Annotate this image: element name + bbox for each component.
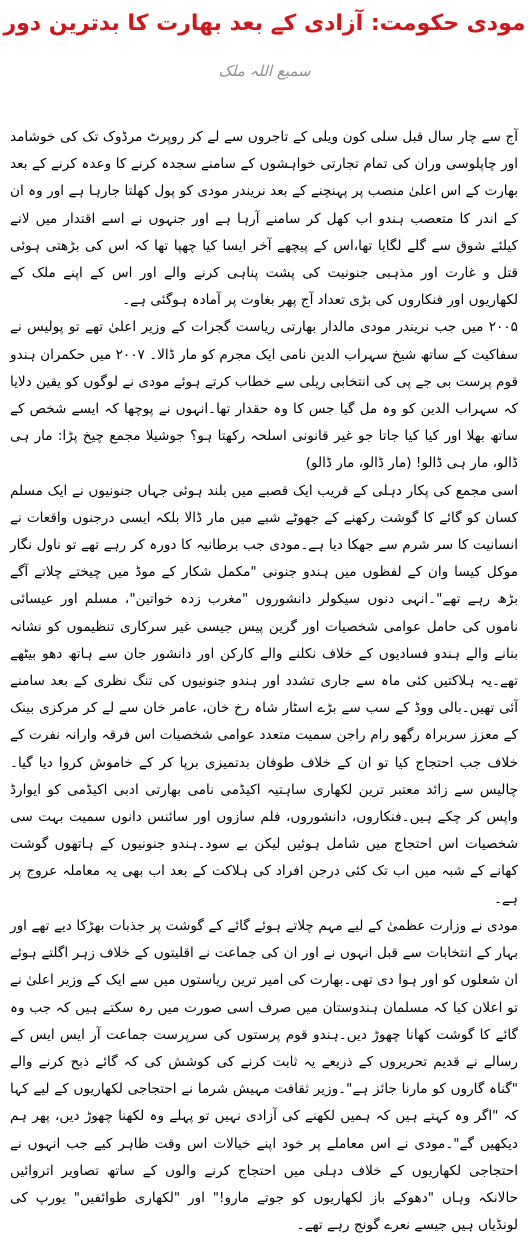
- author-byline: سمیع اللہ ملک: [218, 62, 311, 80]
- article-paragraph: اسی مجمع کی پکار دہلی کے قریب ایک قصبے میں بلند ہوئی جہاں جنونیوں نے ایک مسلم کسان کو گائے کا گوشت رکھنے کے جھوٹے شبے میں مار ڈالا بلکہ ایسی درجنوں واقعات نے انسانیت کا سر شرم سے جھکا دیا ہے۔مودی جب برطانیہ کا دورہ کر رہے تھے تو ناول نگار موکل کیسا وان کے لفظوں میں ہندو جنونی "مکمل شکار کے موڈ میں چیختے چلاتے آگے بڑھ رہے تھے"۔انہی دنوں سیکولر دانشوروں "مغرب زدہ خواتین"، مسلم اور عیسائی ناموں کی حامل عوامی شخصیات اور گرین پیس جیسی غیر سرکاری تنظیموں کو نشانہ بنانے والے ہندو فسادیوں کے خلاف نکلنے والے کارکن اور دانشور جان سے ہاتھ دھو بیٹھے تھے۔یہ ہلاکتیں کئی ماہ سے جاری تشدد اور ہندو جنونیوں کی تنگ نظری کے بعد سامنے آئی تھیں۔بالی ووڈ کے سب سے بڑے اسٹار شاہ رخ خان، عامر خان سے لے کر مرکزی بینک کے معزز سربراہ رگھو رام راجن سمیت متعدد عوامی شخصیات اس فرقہ وارانہ نفرت کے خلاف جب احتجاج کیا تو ان کے خلاف طوفان بدتمیزی برپا کر کے خاموش کروا دیا گیا۔چالیس سے زائد معتبر ترین لکھاری ساہتیہ اکیڈمی نامی بھارتی ادبی اکیڈمی کو ایوارڈ واپس کر چکے ہیں۔فنکاروں، دانشوروں، فلم سازوں اور سائنس دانوں سمیت بہت سی شخصیات اس احتجاج میں شامل ہوئیں لیکن بے سود۔ہندو جنونیوں کے ہاتھوں گوشت کھانے کے شبہ میں اب تک کئی درجن افراد کی ہلاکت کے بعد اب بھی یہ معاملہ عروج پر ہے۔: [10, 482, 518, 907]
- article-paragraph: مودی نے وزارت عظمیٰ کے لیے مہم چلاتے ہوئے گائے کے گوشت پر جذبات بھڑکا دیے تھے اور بہار کے انتخابات سے قبل انہوں نے اور ان کی جماعت نے اقلیتوں کے خلاف زہر اگلتے ہوئے ان شعلوں کو اور ہوا دی تھی۔بھارت کی امیر ترین ریاستوں میں سے ایک کے وزیر اعلیٰ نے تو اعلان کیا کہ مسلمان ہندوستان میں صرف اسی صورت میں رہ سکتے ہیں کہ جب وہ گائے کا گوشت کھانا چھوڑ دیں۔ہندو قوم پرستوں کی سرپرست جماعت آر ایس ایس کے رسالے نے قدیم تحریروں کے ذریعے یہ ثابت کرنے کی کوشش کی کہ گائے ذبح کرنے والے "گناہ گاروں کو مارنا جائز ہے"۔وزیر ثقافت مہیش شرما نے احتجاجی لکھاریوں کے لیے کہا کہ "اگر وہ کہتے ہیں کہ ہمیں لکھنے کی آزادی نہیں تو پہلے وہ لکھنا چھوڑ دیں، پھر ہم دیکھیں گے"۔مودی نے اس معاملے پر خود اپنے خیالات اس وقت ظاہر کیے جب انہوں نے احتجاجی لکھاریوں کے خلاف دہلی میں احتجاج کرنے والوں کے ساتھ تصاویر اتروائیں حالانکہ وہاں "دھوکے باز لکھاریوں کو جوتے مارو!" اور "لکھاری طوائفیں" یورپ کی لونڈیاں ہیں جیسے نعرے گونج رہے تھے۔: [10, 917, 518, 1234]
- article-paragraph: آج سے چار سال قبل سلی کون ویلی کے تاجروں سے لے کر روپرٹ مرڈوک تک کی خوشامد اور چاپلوسی وران کی تمام تجارتی خواہشوں کے سامنے سجدہ کرنے کا وعدہ کرنے کے بعد بھارت کے اس اعلیٰ منصب پر پہنچنے کے بعد نریندر مودی کو پول کھلتا جارہا ہے اور وہ ان کے اندر کا متعصب ہندو اب کھل کر سامنے آرہا ہے اور جنہوں نے اسے اقتدار میں لانے کیلئے شوق سے گلے لگایا تھا،اس کے پیچھے آخر ایسا کیا چھپا تھا کہ اس کی بڑھتی ہوئی قتل و غارت اور مذہبی جنونیت کی پشت پناہی کرنے والے اور اس کے اپنے ملک کے لکھاریوں اور فنکاروں کی بڑی تعداد آج پھر بغاوت پر آمادہ ہوگئی ہے۔: [10, 129, 518, 309]
- article-title: مودی حکومت: آزادی کے بعد بھارت کا بدترین دور: [3, 11, 526, 36]
- article-paragraph: ۲۰۰۵ میں جب نریندر مودی مالدار بھارتی ریاست گجرات کے وزیر اعلیٰ تھے تو پولیس نے سفاکیت کے ساتھ شیخ سہراب الدین نامی ایک مجرم کو مار ڈالا۔ ۲۰۰۷ میں حکمران ہندو قوم پرست بی جے پی کی انتخابی ریلی سے خطاب کرتے ہوئے مودی نے لوگوں کو یقین دلایا کہ سہراب الدین کو وہ مل گیا جس کا وہ حقدار تھا۔انہوں نے پوچھا کہ ایسے شخص کے ساتھ بھلا اور کیا کیا جاتا جو غیر قانونی اسلحہ رکھتا ہو؟ جوشیلا مجمع چیخ پڑا: مار ہی ڈالو، مار ہی ڈالو! (مار ڈالو، مار ڈالو): [10, 319, 518, 472]
- article-body: [10, 124, 518, 1239]
